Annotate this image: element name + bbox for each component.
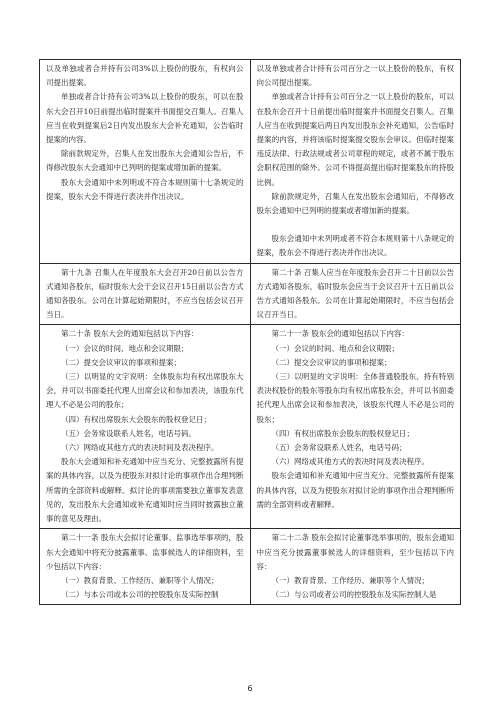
paragraph: （三）以明显的文字说明：全体股东均有权出席股东大会，并可以书面委托代理人出席会议和参加表决，该股东代理人不必是公司的股东；	[46, 372, 244, 410]
old-rule-cell	[40, 60, 251, 264]
paragraph: 单独或者合计持有公司百分之一以上股份的股东，可以在股东会召开十日前提出临时提案并书面提交召集人。召集人应当在收到提案后两日内发出股东会补充通知，公告临时提案的内容，并将该临时提案提交股东会审议。但临时提案违反法律、行政法规或者公司章程的规定，或者不属于股东会职权范围的除外。公司不得提高提出临时提案股东的持股比例。	[256, 92, 454, 187]
paragraph: （一）会议的时间、地点和会议期限；	[61, 343, 189, 353]
paragraph: （四）有权出席股东大会股东的股权登记日；	[61, 414, 211, 424]
paragraph: （三）以明显的文字说明：全体普通股股东、持有特别表决权股份的股东等股东均有权出席股东会，并可以书面委托代理人出席会议和参加表决，该股东代理人不必是公司的股东；	[256, 372, 454, 424]
paragraph: （六）网络或其他方式的表决时间及表决程序。	[61, 443, 219, 453]
new-rule-cell	[250, 60, 461, 264]
paragraph: 股东会通知和补充通知中应当充分、完整披露所有提案的具体内容，以及为使股东对拟讨论的事项作出合理判断所需的全部资料或者解释。	[256, 471, 454, 509]
paragraph: 第十九条 召集人在年度股东大会召开20日前以公告方式通知各股东，临时股东大会于会议召开15日前以公告方式通知各股东。公司在计算起始期限时，不应当包括会议召开当日。	[46, 267, 244, 320]
table-row	[40, 325, 461, 529]
paragraph: 第二十二条 股东会拟讨论董事选举事项的，股东会通知中应当充分披露董事候选人的详细资料，至少包括以下内容：	[256, 533, 454, 571]
comparison-table	[39, 59, 461, 605]
paragraph: （四）有权出席股东会股东的股权登记日；	[271, 428, 414, 438]
new-rule-cell	[250, 263, 461, 325]
paragraph: （二）提交会议审议的事项和提案；	[271, 357, 392, 367]
paragraph: 股东大会通知和补充通知中应当充分、完整披露所有提案的具体内容，以及为使股东对拟讨论的事项作出合理判断所需的全部资料或解释。拟讨论的事项需要独立董事发表意见的，发出股东大会通知或补充通知时应当同时披露独立董事的意见及理由。	[46, 457, 244, 524]
table-row	[40, 60, 461, 264]
old-rule-cell	[40, 263, 251, 325]
paragraph: 股东会通知中未列明或者不符合本规则第十八条规定的提案，股东会不得进行表决并作出决议。	[256, 234, 454, 258]
paragraph: 第二十一条 股东大会拟讨论董事、监事选举事项的，股东大会通知中将充分披露董事、监事候选人的详细资料，至少包括以下内容：	[46, 533, 244, 571]
paragraph: 以及单独或者合计持有公司百分之一以上股份的股东，有权向公司提出提案。	[256, 64, 454, 88]
paragraph: （五）会务常设联系人姓名，电话号码。	[61, 428, 196, 438]
paragraph: （一）教育背景、工作经历、兼职等个人情况；	[271, 575, 429, 585]
blank-line	[257, 218, 455, 232]
paragraph: （二）与本公司或本公司的控股股东及实际控制	[61, 590, 219, 600]
paragraph: 单独或者合计持有公司3%以上股份的股东，可以在股东大会召开10日前提出临时提案并书面提交召集人。召集人应当在收到提案后2日内发出股东大会补充通知，公告临时提案的内容。	[46, 92, 244, 145]
paragraph: （六）网络或其他方式的表决时间及表决程序。	[271, 457, 429, 467]
table-row	[40, 529, 461, 605]
paragraph: 第二十一条 股东会的通知包括以下内容：	[271, 329, 409, 339]
old-rule-cell	[40, 529, 251, 605]
paragraph: 除前款规定外，召集人在发出股东大会通知公告后，不得修改股东大会通知中已列明的提案或增加新的提案。	[46, 149, 244, 173]
paragraph: （五）会务常设联系人姓名，电话号码；	[271, 443, 407, 453]
paragraph: 以及单独或者合并持有公司3%以上股份的股东，有权向公司提出提案。	[46, 64, 244, 88]
table-row	[40, 263, 461, 325]
paragraph: （一）会议的时间、地点和会议期限；	[271, 343, 399, 353]
new-rule-cell	[250, 529, 461, 605]
paragraph: （一）教育背景、工作经历、兼职等个人情况；	[61, 575, 219, 585]
paragraph: 第二十条 召集人应当在年度股东会召开二十日前以公告方式通知各股东，临时股东会应当于会议召开十五日前以公告方式通知各股东。公司在计算起始期限时，不应当包括会议召开当日。	[256, 267, 454, 320]
paragraph: 股东大会通知中未列明或不符合本规则第十七条规定的提案，股东大会不得进行表决并作出决议。	[46, 177, 244, 201]
new-rule-cell	[250, 325, 461, 529]
paragraph: （二）与公司或者公司的控股股东及实际控制人是	[271, 590, 437, 600]
old-rule-cell	[40, 325, 251, 529]
page-number: 6	[247, 684, 253, 693]
paragraph: 第二十条 股东大会的通知包括以下内容：	[61, 329, 199, 339]
paragraph: 除前款规定外，召集人在发出股东会通知后，不得修改股东会通知中已列明的提案或者增加新的提案。	[256, 191, 454, 216]
paragraph: （二）提交会议审议的事项和提案；	[61, 357, 181, 367]
